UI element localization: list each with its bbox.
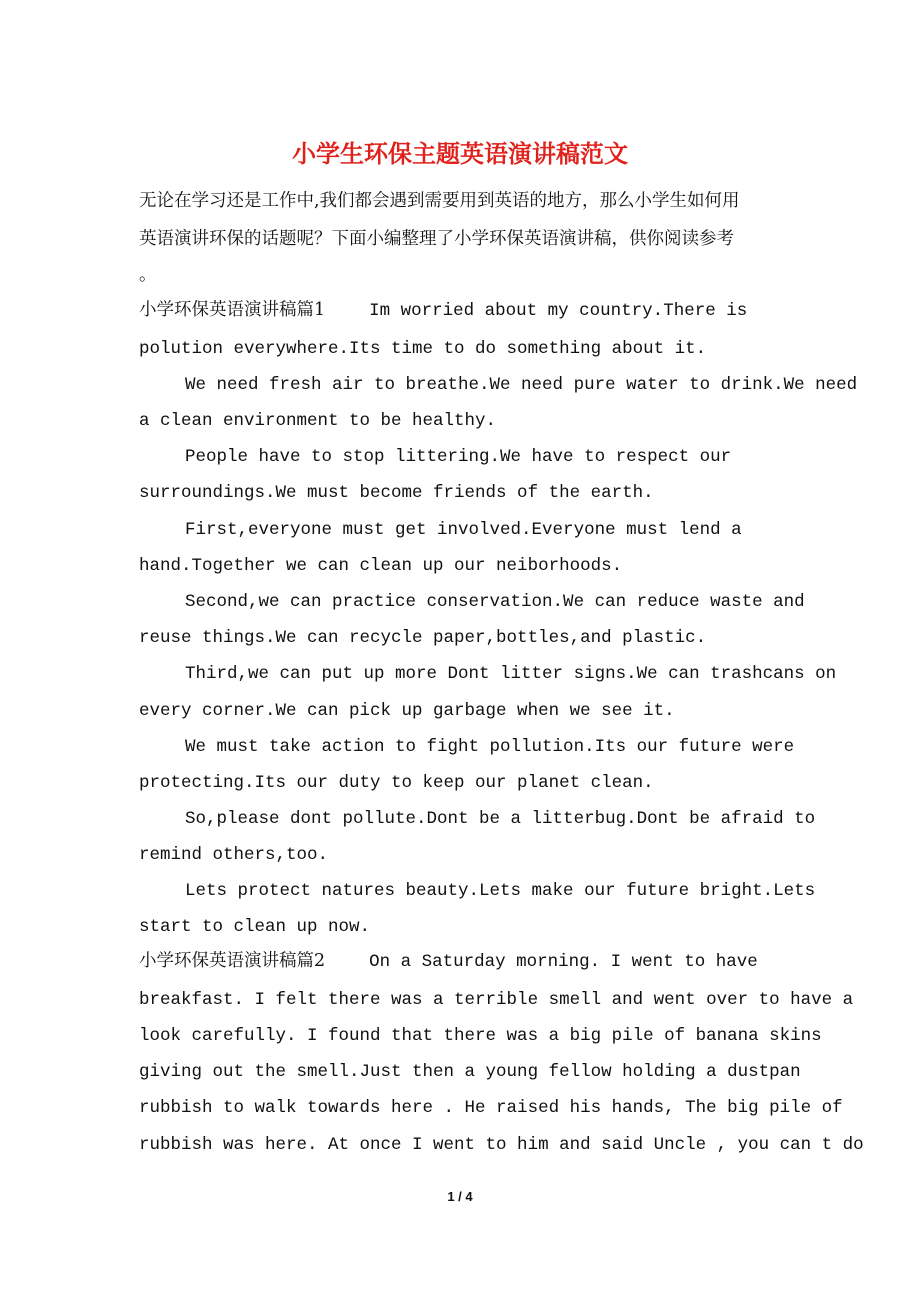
speech1-line: start to clean up now. — [139, 917, 371, 937]
speech1-line: So,please dont pollute.Dont be a litterbug.Dont be afraid to — [185, 809, 816, 829]
speech1-line: protecting.Its our duty to keep our planet clean. — [139, 773, 654, 793]
speech2-line: breakfast. I felt there was a terrible smell and went over to have a — [139, 990, 854, 1010]
speech1-line: polution everywhere.Its time to do something about it. — [139, 339, 707, 359]
speech2-line: look carefully. I found that there was a big pile of banana skins — [139, 1026, 822, 1046]
speech1-line: We need fresh air to breathe.We need pure water to drink.We need — [185, 375, 858, 395]
document-title: 小学生环保主题英语演讲稿范文 — [292, 139, 628, 168]
speech2-line: rubbish to walk towards here . He raised his hands, The big pile of — [139, 1098, 843, 1118]
intro-line: 。 — [139, 265, 157, 285]
speech1-line: First,everyone must get involved.Everyone must lend a — [185, 520, 742, 540]
speech1-line: Third,we can put up more Dont litter signs.We can trashcans on — [185, 664, 837, 684]
speech1-first-line: Im worried about my country.There is — [369, 301, 748, 321]
speech2-line: giving out the smell.Just then a young fellow holding a dustpan — [139, 1062, 801, 1082]
speech1-line: remind others,too. — [139, 845, 329, 865]
intro-line: 英语演讲环保的话题呢？下面小编整理了小学环保英语演讲稿，供你阅读参考 — [139, 229, 734, 249]
speech1-line: We must take action to fight pollution.Its our future were — [185, 737, 795, 757]
page-indicator: 1 / 4 — [447, 1189, 473, 1204]
speech2-line: rubbish was here. At once I went to him and said Uncle , you can t do — [139, 1135, 864, 1155]
speech1-line: People have to stop littering.We have to respect our — [185, 447, 732, 467]
speech1-line: surroundings.We must become friends of the earth. — [139, 483, 654, 503]
speech1-line: Second,we can practice conservation.We can reduce waste and — [185, 592, 805, 612]
speech1-heading-line — [139, 298, 747, 323]
speech1-line: Lets protect natures beauty.Lets make our future bright.Lets — [185, 881, 816, 901]
speech1-line: a clean environment to be healthy. — [139, 411, 497, 431]
speech2-first-line: On a Saturday morning. I went to have — [369, 952, 758, 972]
speech1-heading: 小学环保英语演讲稿篇1 — [139, 300, 326, 320]
speech1-line: hand.Together we can clean up our neiborhoods. — [139, 556, 623, 576]
speech1-line: every corner.We can pick up garbage when we see it. — [139, 701, 675, 721]
intro-line: 无论在学习还是工作中,我们都会遇到需要用到英语的地方，那么小学生如何用 — [139, 191, 740, 211]
speech2-heading: 小学环保英语演讲稿篇2 — [139, 951, 326, 971]
speech2-heading-line — [139, 949, 758, 974]
speech1-line: reuse things.We can recycle paper,bottles,and plastic. — [139, 628, 707, 648]
